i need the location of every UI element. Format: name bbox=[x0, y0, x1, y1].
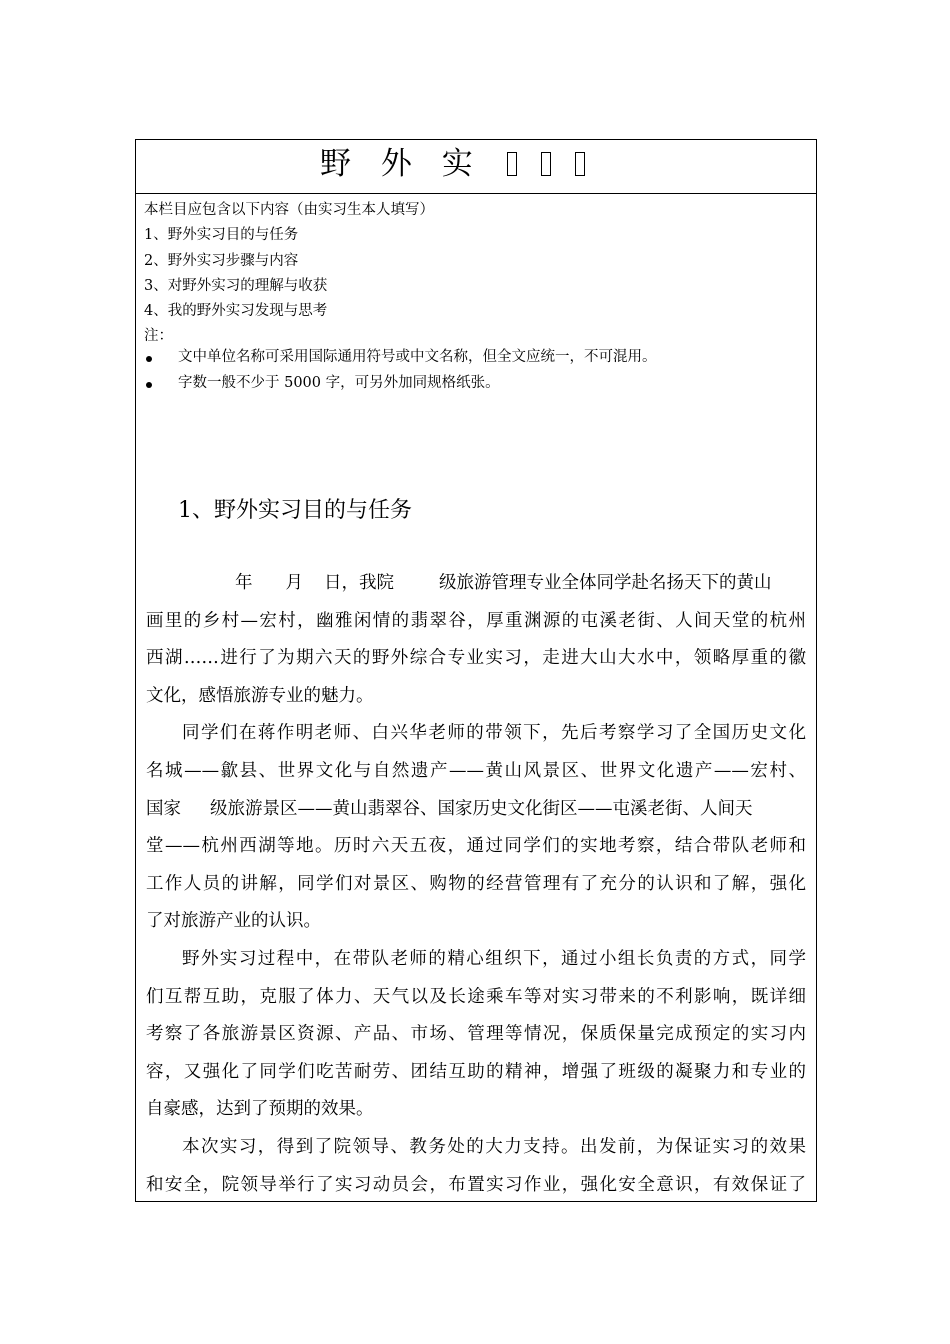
report-title bbox=[320, 146, 585, 182]
instruction-item: 3、对野外实习的理解与收获 bbox=[144, 277, 328, 294]
missing-glyph-box bbox=[575, 152, 585, 176]
paragraph-line: 本次实习，得到了院领导、教务处的大力支持。出发前，为保证实习的效果 bbox=[182, 1136, 806, 1157]
note-bullet-text: 字数一般不少于 5000 字，可另外加同规格纸张。 bbox=[178, 375, 500, 391]
section-heading: 1、野外实习目的与任务 bbox=[178, 498, 412, 523]
paragraph-line: 自豪感，达到了预期的效果。 bbox=[146, 1099, 374, 1120]
paragraph-line: 和安全，院领导举行了实习动员会，布置实习作业，强化安全意识，有效保证了 bbox=[146, 1174, 806, 1195]
paragraph-line: 了对旅游产业的认识。 bbox=[146, 911, 321, 932]
paragraph-text: 级旅游管理专业全体同学赴名扬天下的黄山 bbox=[439, 573, 772, 593]
paragraph-line: 堂——杭州西湖等地。历时六天五夜，通过同学们的实地考察，结合带队老师和 bbox=[146, 836, 806, 857]
instruction-item: 4、我的野外实习发现与思考 bbox=[144, 303, 328, 320]
instruction-item: 2、野外实习步骤与内容 bbox=[144, 252, 299, 269]
paragraph-line: 西湖……进行了为期六天的野外综合专业实习，走进大山大水中，领略厚重的徽 bbox=[146, 648, 806, 669]
paragraph-text: 级旅游景区——黄山翡翠谷、国家历史文化街区——屯溪老街、人间天 bbox=[210, 798, 753, 819]
paragraph-line: 们互帮互助，克服了体力、天气以及长途乘车等对实习带来的不利影响，既详细 bbox=[146, 986, 806, 1007]
note-bullet-text: 文中单位名称可采用国际通用符号或中文名称，但全文应统一，不可混用。 bbox=[178, 349, 657, 365]
report-table bbox=[135, 139, 817, 1202]
instructions-block bbox=[144, 198, 434, 350]
missing-glyph-box bbox=[541, 152, 551, 176]
paragraph-line: 画里的乡村—宏村，幽雅闲情的翡翠谷，厚重渊源的屯溪老街、人间天堂的杭州 bbox=[146, 610, 806, 631]
instructions-intro: 本栏目应包含以下内容（由实习生本人填写） bbox=[144, 202, 434, 218]
paragraph-line: 名城——歙县、世界文化与自然遗产——黄山风景区、世界文化遗产——宏村、 bbox=[146, 760, 806, 781]
paragraph-line bbox=[146, 791, 806, 829]
report-title-text: 野 外 实 bbox=[320, 146, 483, 182]
instruction-item: 1、野外实习目的与任务 bbox=[144, 227, 299, 244]
paragraph-line: 同学们在蒋作明老师、白兴华老师的带领下，先后考察学习了全国历史文化 bbox=[182, 723, 806, 744]
bullet-icon bbox=[146, 356, 152, 362]
paragraph-line: 工作人员的讲解，同学们对景区、购物的经营管理有了充分的认识和了解，强化 bbox=[146, 873, 806, 894]
paragraph-line: 野外实习过程中，在带队老师的精心组织下，通过小组长负责的方式，同学 bbox=[182, 948, 806, 969]
note-label: 注： bbox=[144, 328, 173, 345]
missing-glyph-box bbox=[507, 152, 517, 176]
paragraph-line: 容，又强化了同学们吃苦耐劳、团结互助的精神，增强了班级的凝聚力和专业的 bbox=[146, 1061, 806, 1082]
paragraph-line bbox=[146, 565, 806, 603]
bullet-icon bbox=[146, 382, 152, 388]
date-month-label: 月 bbox=[285, 573, 303, 593]
paragraph-line: 考察了各旅游景区资源、产品、市场、管理等情况，保质保量完成预定的实习内 bbox=[146, 1024, 806, 1045]
date-day-label: 日，我院 bbox=[324, 573, 394, 593]
report-body bbox=[146, 565, 806, 1204]
date-year-label: 年 bbox=[235, 573, 253, 593]
title-row bbox=[136, 140, 816, 194]
paragraph-line: 文化，感悟旅游专业的魅力。 bbox=[146, 685, 374, 706]
paragraph-text: 国家 bbox=[146, 798, 181, 819]
